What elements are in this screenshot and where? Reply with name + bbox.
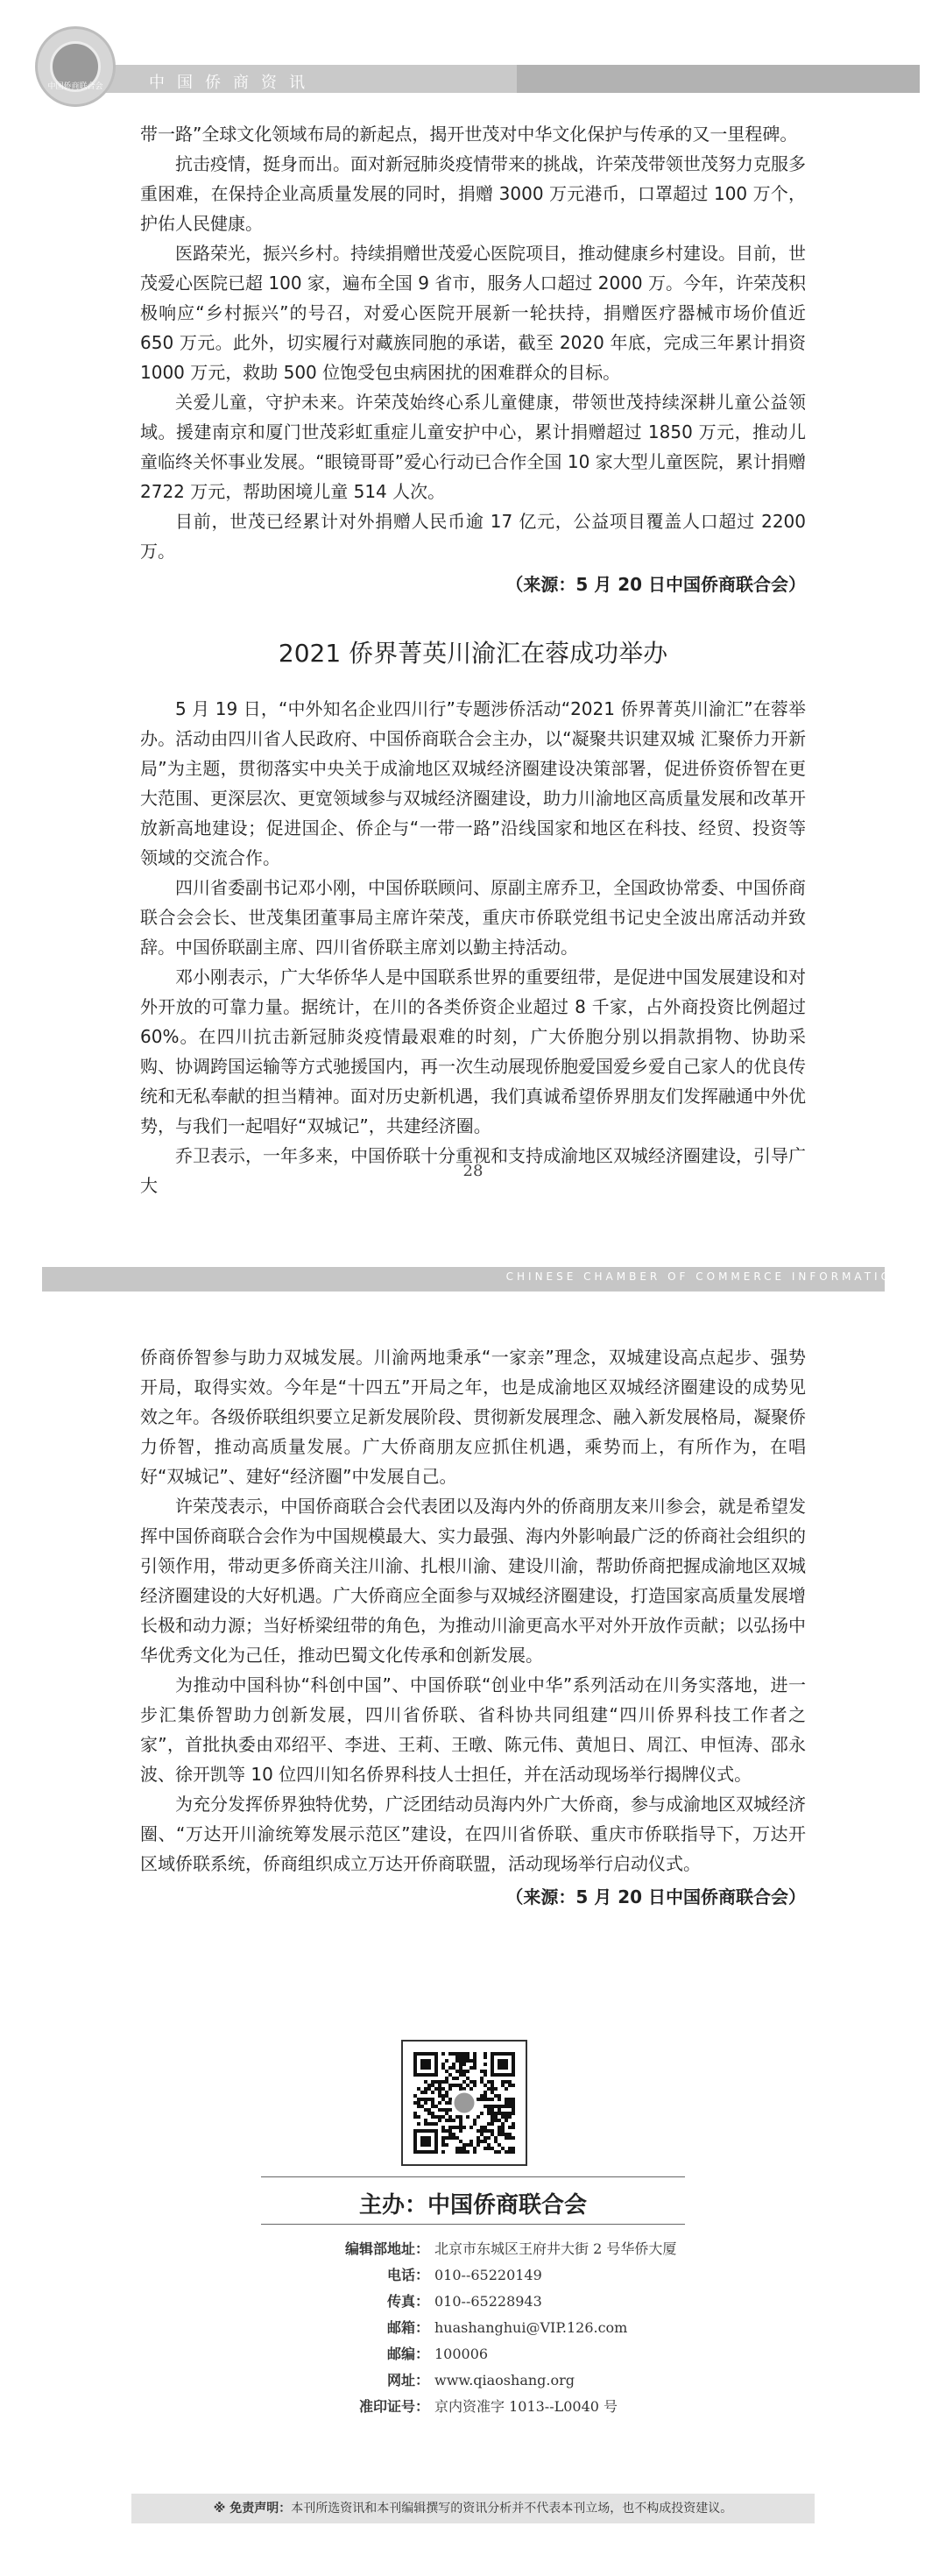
header-section-title: 中国侨商资讯 <box>149 74 317 92</box>
logo-text: 中国侨商联合会 <box>47 82 103 91</box>
article-source: （来源：5 月 20 日中国侨商联合会） <box>505 574 806 595</box>
contact-row-email: 邮箱： huashanghui@VIP.126.com <box>386 2319 628 2336</box>
paragraph: 邓小刚表示，广大华侨华人是中国联系世界的重要纽带，是促进中国发展建设和对外开放的可靠力量。据统计，在川的各类侨资企业超过 8 千家，占外商投资比例超过 60%。在四川抗击新冠肺炎疫情最艰难的时刻，广大侨胞分别以捐款捐物、协助采购、协调跨国运输等方式驰援国内，再一次生动展现侨胞爱国爱乡爱自己家人的优良传统和无私奉献的担当精神。面对历史新机遇，我们真诚希望侨界朋友们发挥融通中外优势，与我们一起唱好“双城记”，共建经济圈。 <box>140 966 806 1136</box>
page-28 <box>0 0 946 1244</box>
header-english-label: CHINESE CHAMBER OF COMMERCE INFORMATION <box>505 1270 904 1283</box>
paragraph: 许荣茂表示，中国侨商联合会代表团以及海内外的侨商朋友来川参会，就是希望发挥中国侨商联合会作为中国规模最大、实力最强、海内外影响最广泛的侨商社会组织的引领作用，带动更多侨商关注川渝、扎根川渝、建设川渝，帮助侨商把握成渝地区双城经济圈建设的大好机遇。广大侨商应全面参与双城经济圈建设，打造国家高质量发展增长极和动力源；当好桥梁纽带的角色，为推动川渝更高水平对外开放作贡献；以弘扬中华优秀文化为己任，推动巴蜀文化传承和创新发展。 <box>140 1496 806 1666</box>
paragraph: 乔卫表示，一年多来，中国侨联十分重视和支持成渝地区双城经济圈建设，引导广大 <box>140 1145 806 1196</box>
page-29 <box>0 1244 946 2576</box>
contact-row-permit: 准印证号： 京内资准字 1013--L0040 号 <box>358 2398 618 2415</box>
header-bar-accent <box>517 65 920 93</box>
contact-row-address: 编辑部地址： 北京市东城区王府井大街 2 号华侨大厦 <box>344 2240 677 2257</box>
paragraph: 5 月 19 日，“中外知名企业四川行”专题涉侨活动“2021 侨界菁英川渝汇”在蓉举办。活动由四川省人民政府、中国侨商联合会主办，以“凝聚共识建双城 汇聚侨力开新局”为主题，贯彻落实中央关于成渝地区双城经济圈建设决策部署，促进侨资侨智在更大范围、更深层次、更宽领域参与双城经济圈建设，助力川渝地区高质量发展和改革开放新高地建设；促进国企、侨企与“一带一路”沿线国家和地区在科技、经贸、投资等领域的交流合作。 <box>140 698 806 868</box>
contact-row-fax: 传真： 010--65228943 <box>386 2293 542 2310</box>
article-body-continued <box>140 1342 806 1912</box>
sponsor: 主办：中国侨商联合会 <box>358 2192 587 2219</box>
qr-code-icon[interactable] <box>401 2040 527 2166</box>
paragraph: 关爱儿童，守护未来。许荣茂始终心系儿童健康，带领世茂持续深耕儿童公益领域。援建南京和厦门世茂彩虹重症儿童安护中心，累计捐赠超过 1850 万元，推动儿童临终关怀事业发展。“眼镜哥哥”爱心行动已合作全国 10 家大型儿童医院，累计捐赠 2722 万元，帮助困境儿童 514 人次。 <box>140 392 806 502</box>
federation-logo-icon <box>35 26 116 107</box>
paragraph: 带一路”全球文化领域布局的新起点，揭开世茂对中华文化保护与传承的又一里程碑。 <box>140 124 798 145</box>
footer-divider <box>261 2176 685 2177</box>
footer-divider <box>261 2224 685 2225</box>
disclaimer: ※ 免责声明：本刊所选资讯和本刊编辑撰写的资讯分析并不代表本刊立场，也不构成投资建议。 <box>213 2502 733 2516</box>
article-source: （来源：5 月 20 日中国侨商联合会） <box>505 1886 806 1907</box>
paragraph: 四川省委副书记邓小刚，中国侨联顾问、原副主席乔卫，全国政协常委、中国侨商联合会会长、世茂集团董事局主席许荣茂，重庆市侨联党组书记史全波出席活动并致辞。中国侨联副主席、四川省侨联主席刘以勤主持活动。 <box>140 877 806 958</box>
disclaimer-bar <box>131 2494 815 2523</box>
page-number: 28 <box>462 1162 484 1180</box>
paragraph: 为推动中国科协“科创中国”、中国侨联“创业中华”系列活动在川务实落地，进一步汇集侨智助力创新发展，四川省侨联、省科协共同组建“四川侨界科技工作者之家”，首批执委由邓绍平、李进、王莉、王暾、陈元伟、黄旭日、周江、申恒涛、邵永波、徐开凯等 10 位四川知名侨界科技人士担任，并在活动现场举行揭牌仪式。 <box>140 1674 806 1785</box>
paragraph: 抗击疫情，挺身而出。面对新冠肺炎疫情带来的挑战，许荣茂带领世茂努力克服多重困难，在保持企业高质量发展的同时，捐赠 3000 万元港币，口罩超过 100 万个，护佑人民健康。 <box>140 153 806 234</box>
contact-row-postcode: 邮编： 100006 <box>386 2346 489 2362</box>
article-title: 2021 侨界菁英川渝汇在蓉成功举办 <box>278 639 668 668</box>
contact-row-website: 网址： www.qiaoshang.org <box>386 2372 575 2388</box>
page-header <box>35 26 911 92</box>
contact-row-phone: 电话： 010--65220149 <box>386 2267 542 2283</box>
article-body <box>140 119 806 1200</box>
paragraph: 目前，世茂已经累计对外捐赠人民币逾 17 亿元，公益项目覆盖人口超过 2200 万。 <box>140 511 806 562</box>
paragraph: 为充分发挥侨界独特优势，广泛团结动员海内外广大侨商，参与成渝地区双城经济圈、“万达开川渝统筹发展示范区”建设，在四川省侨联、重庆市侨联指导下，万达开区域侨联系统，侨商组织成立万达开侨商联盟，活动现场举行启动仪式。 <box>140 1794 806 1874</box>
paragraph: 侨商侨智参与助力双城发展。川渝两地秉承“一家亲”理念，双城建设高点起步、强势开局，取得实效。今年是“十四五”开局之年，也是成渝地区双城经济圈建设的成势见效之年。各级侨联组织要立足新发展阶段、贯彻新发展理念、融入新发展格局，凝聚侨力侨智，推动高质量发展。广大侨商朋友应抓住机遇，乘势而上，有所作为，在唱好“双城记”、建好“经济圈”中发展自己。 <box>140 1347 806 1487</box>
paragraph: 医路荣光，振兴乡村。持续捐赠世茂爱心医院项目，推动健康乡村建设。目前，世茂爱心医院已超 100 家，遍布全国 9 省市，服务人口超过 2000 万。今年，许荣茂积极响应“乡村振兴”的号召，对爱心医院开展新一轮扶持，捐赠医疗器械市场价值近 650 万元。此外，切实履行对藏族同胞的承诺，截至 2020 年底，完成三年累计捐资 1000 万元，救助 500 位饱受包虫病困扰的困难群众的目标。 <box>140 243 806 383</box>
